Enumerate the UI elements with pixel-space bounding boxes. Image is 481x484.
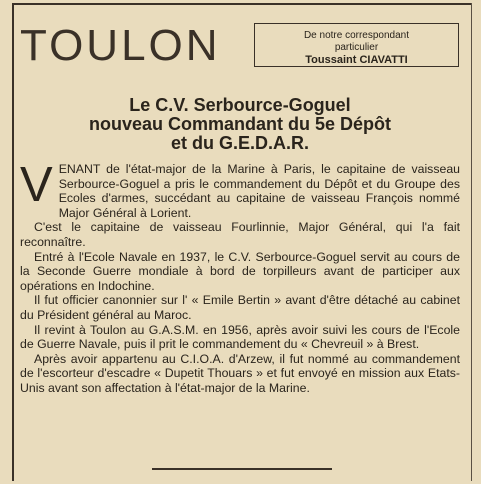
section-title: TOULON [20,21,221,70]
byline-line-2: particulier [334,42,379,53]
left-rule [12,3,14,481]
paragraph-1-text: ENANT de l'état-major de la Marine à Paris, le capitaine de vaisseau Serbource-Goguel a pris le commandement du Dépôt et du Groupe des Ecoles d'armes, succédant au capitaine de vaisseau François nommé Major Général à Lorient. [58,162,460,220]
right-rule [471,3,472,481]
byline-line-1: De notre correspondant [303,30,410,41]
article-title-line-1: Le C.V. Serbource-Goguel [129,95,351,115]
paragraph-4: Il fut officier canonnier sur l' « Emile Bertin » avant d'être détaché au cabinet du Président général au Maroc. [20,293,460,322]
drop-cap: V [20,158,53,212]
paragraph-5: Il revint à Toulon au G.A.S.M. en 1956, après avoir suivi les cours de l'Ecole de Guerre Navale, puis il prit le commandement du « Chevreuil » à Brest. [20,322,460,352]
byline-box [254,23,459,67]
paragraph-2: C'est le capitaine de vaisseau Fourlinnie, Major Général, qui l'a fait reconnaître. [20,220,460,249]
end-rule [152,468,332,470]
paragraph-1 [20,158,460,220]
article-body [20,158,460,396]
paragraph-6: Après avoir appartenu au C.I.O.A. d'Arzew, il fut nommé au commandement de l'escorteur d'escadre « Dupetit Thouars » et fut envoyé en mission aux Etats-Unis avant son affectation à l'état-major de la Marine. [20,351,460,395]
article-title-line-3: et du G.E.D.A.R. [170,133,309,153]
article-title-line-2: nouveau Commandant du 5e Dépôt [88,114,392,134]
article-title [60,96,420,153]
top-rule [12,3,471,5]
paragraph-3: Entré à l'Ecole Navale en 1937, le C.V. Serbource-Goguel servit au cours de la Seconde Guerre mondiale à bord de torpilleurs avant de participer aux opérations en Indochine. [20,249,460,293]
byline-name: Toussaint CIAVATTI [305,54,408,66]
